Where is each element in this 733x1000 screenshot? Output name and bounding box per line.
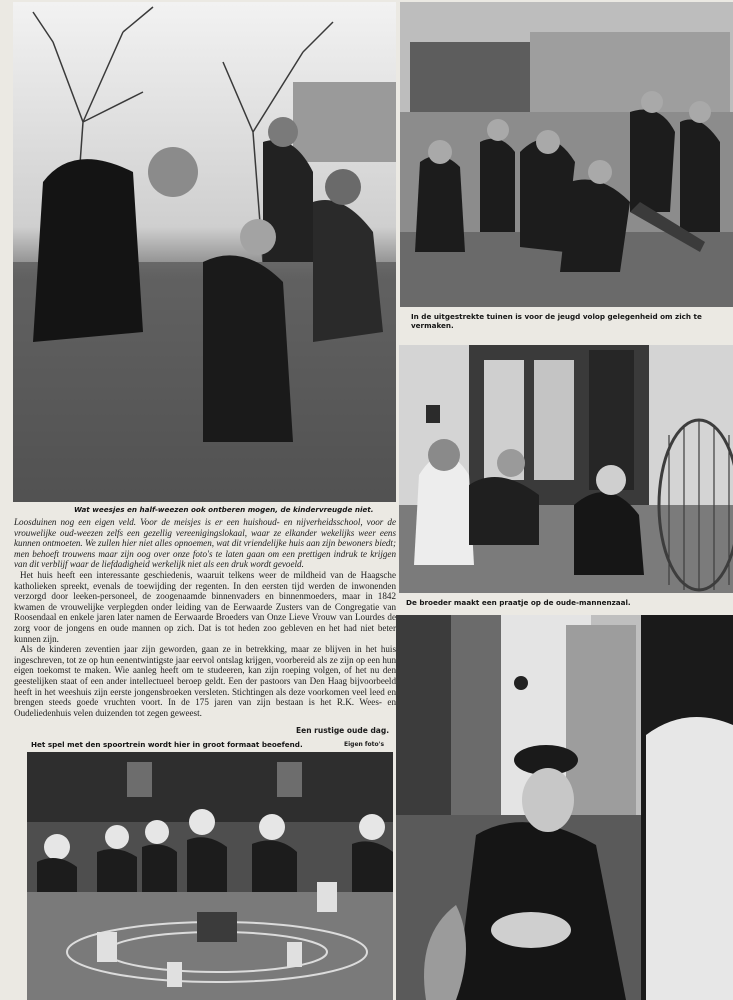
caption-brother-visit: De broeder maakt een praatje op de oude-mannenzaal. [406, 598, 631, 607]
photo-old-woman [396, 615, 733, 1000]
photo-train-play [27, 752, 393, 1000]
article-body [14, 517, 396, 718]
article-paragraph: Loosduinen nog een eigen veld. Voor de meisjes is er een huishoud- en nijverheidsschool, voor de vrouwelijke oud-weezen zelfs een gezellig vereenigingslokaal, waar ze elkander wekelijks weer eens kunnen ontmoeten. We zullen hier niet alles opnoemen, wat dit vriendelijke huis aan zijn bewoners biedt; men behoeft trouwens maar zijn oog over onze foto's te laten gaan om een prettigen indruk te krijgen van dit verblijf waar de liefdadigheid werkelijk niet als een druk wordt gevoeld. [14, 517, 396, 570]
signoff-caption: Een rustige oude dag. [296, 726, 390, 735]
photo-garden-playing [400, 2, 733, 307]
photo-brother-visit [399, 345, 733, 593]
article-paragraph: Het huis heeft een interessante geschiedenis, waaruit telkens weer de mildheid van de Haagsche katholieken spreekt, evenals de toewijding der regenten. In den eersten tijd werden de inwonenden verzorgd door leeken-personeel, de zoogenaamde binnenvaders en binnenmoeders, maar in 1842 kwamen de vrouwelijke verplegden onder leiding van de Eerwaarde Zusters van de Congregatie van Roosendaal en enkele jaren later namen de Eerwaarde Broeders van Onze Lieve Vrouw van Lourdes de zorg voor de jongens en oude mannen op zich. Dat is tot heden zoo gebleven en het had niet beter kunnen zijn. [14, 569, 396, 644]
caption-garden-playing: In de uitgestrekte tuinen is voor de jeugd volop gelegenheid om zich te vermaken. [411, 312, 702, 330]
photo-garden-children [13, 2, 396, 502]
article-paragraph: Als de kinderen zeventien jaar zijn geworden, gaan ze in betrekking, maar ze blijven in het huis ingeschreven, tot ze op hun eenentwintigste jaar eervol ontslag krijgen, voorbereid als ze zijn op een hun eigen toekomst te maken. Wie aanleg heeft om te studeeren, kan zijn roeping volgen, of het nu den geestelijken staat of een ander intellectueel beroep geldt. Een der pastoors van Den Haag bijvoorbeeld heeft in het weeshuis zijn eerste jongensbroeken versleten. Stichtingen als deze voorkomen veel leed en brengen steeds goede vruchten voort. In de 175 jaren van zijn bestaan is het R.K. Wees- en Oudeliedenhuis velen duizenden tot zegen geweest. [14, 644, 396, 718]
photo-credit: Eigen foto's [344, 741, 385, 748]
caption-garden-children: Wat weesjes en half-weezen ook ontberen mogen, de kindervreugde niet. [74, 505, 374, 514]
caption-train-play: Het spel met den spoortrein wordt hier in groot formaat beoefend. [31, 740, 303, 749]
